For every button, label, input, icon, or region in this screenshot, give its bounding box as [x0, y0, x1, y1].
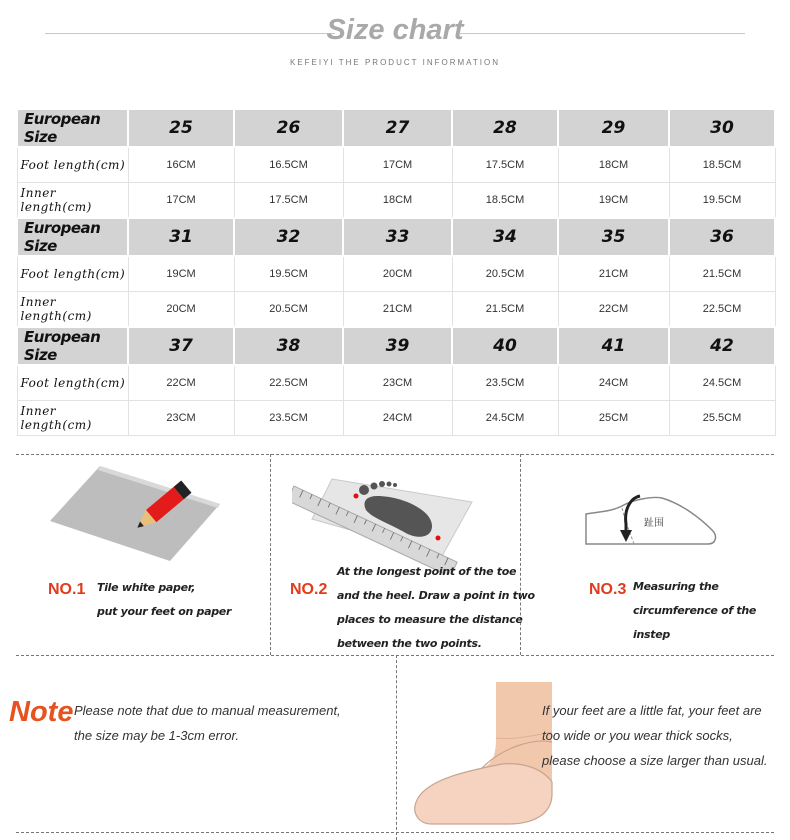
- foot-length-row: [17, 147, 775, 183]
- inner-length-row-cell: 21CM: [343, 292, 452, 328]
- inner-length-row-cell: 22.5CM: [669, 292, 775, 328]
- inner-length-row-cell: 25.5CM: [669, 401, 775, 436]
- inner-length-row-cell: 23.5CM: [234, 401, 343, 436]
- foot-length-row-cell: 16.5CM: [234, 147, 343, 183]
- foot-length-row-cell: 16CM: [128, 147, 234, 183]
- foot-length-row-cell: 24.5CM: [669, 365, 775, 401]
- size-header-row-cell: 39: [343, 327, 452, 365]
- inner-length-row: [17, 183, 775, 219]
- size-header-row-cell: 34: [452, 218, 558, 256]
- inner-length-row-cell: 25CM: [558, 401, 669, 436]
- foot-length-row-label: Foot length(cm): [17, 256, 128, 292]
- foot-length-row-cell: 22CM: [128, 365, 234, 401]
- ruler-footprint-icon: [292, 474, 492, 574]
- inner-length-row-label: Inner length(cm): [17, 401, 128, 436]
- note-text: Please note that due to manual measurement, the size may be 1-3cm error.: [74, 703, 341, 743]
- foot-length-row-cell: 18.5CM: [669, 147, 775, 183]
- size-header-row-label: European Size: [17, 109, 128, 147]
- foot-length-row-cell: 17CM: [343, 147, 452, 183]
- foot-length-row-cell: 17.5CM: [452, 147, 558, 183]
- foot-length-row-cell: 21.5CM: [669, 256, 775, 292]
- size-table: [16, 108, 776, 436]
- size-header-row-label: European Size: [17, 327, 128, 365]
- note-divider: [396, 655, 397, 840]
- inner-length-row-label: Inner length(cm): [17, 292, 128, 328]
- instep-label: 趾围: [644, 518, 664, 529]
- shoe-instep-icon: [582, 480, 722, 552]
- size-header-row-cell: 35: [558, 218, 669, 256]
- size-header-row-cell: 32: [234, 218, 343, 256]
- foot-length-row-cell: 24CM: [558, 365, 669, 401]
- size-header-row-cell: 42: [669, 327, 775, 365]
- foot-length-row-cell: 20CM: [343, 256, 452, 292]
- inner-length-row-cell: 19.5CM: [669, 183, 775, 219]
- inner-length-row-cell: 17CM: [128, 183, 234, 219]
- step-3-number: NO.3: [589, 581, 627, 598]
- foot-length-row-cell: 20.5CM: [452, 256, 558, 292]
- inner-length-row-cell: 18.5CM: [452, 183, 558, 219]
- paper-pencil-icon: [50, 466, 240, 566]
- inner-length-row-cell: 20CM: [128, 292, 234, 328]
- note-tip-text: If your feet are a little fat, your feet are too wide or you wear thick socks, please choose a size larger than usual.: [542, 703, 768, 768]
- foot-length-row: [17, 256, 775, 292]
- size-header-row-cell: 38: [234, 327, 343, 365]
- size-header-row-cell: 25: [128, 109, 234, 147]
- step-1-text: Tile white paper, put your feet on paper: [97, 581, 232, 618]
- steps-top-rule: [16, 454, 774, 455]
- inner-length-row: [17, 292, 775, 328]
- inner-length-row: [17, 401, 775, 436]
- size-header-row-cell: 29: [558, 109, 669, 147]
- size-header-row: [17, 218, 775, 256]
- inner-length-row-cell: 22CM: [558, 292, 669, 328]
- size-header-row-cell: 33: [343, 218, 452, 256]
- note-title: Note: [9, 696, 74, 728]
- foot-length-row-cell: 23.5CM: [452, 365, 558, 401]
- step-2-text: At the longest point of the toe and the heel. Draw a point in two places to measure the distance between the two points.: [337, 565, 535, 650]
- size-header-row-cell: 30: [669, 109, 775, 147]
- inner-length-row-cell: 24CM: [343, 401, 452, 436]
- foot-length-row: [17, 365, 775, 401]
- foot-length-row-cell: 22.5CM: [234, 365, 343, 401]
- size-header-row-cell: 36: [669, 218, 775, 256]
- size-header-row-cell: 28: [452, 109, 558, 147]
- size-header-row-cell: 26: [234, 109, 343, 147]
- size-header-row-cell: 31: [128, 218, 234, 256]
- inner-length-row-label: Inner length(cm): [17, 183, 128, 219]
- size-header-row-label: European Size: [17, 218, 128, 256]
- inner-length-row-cell: 21.5CM: [452, 292, 558, 328]
- foot-length-row-cell: 21CM: [558, 256, 669, 292]
- foot-length-row-cell: 19.5CM: [234, 256, 343, 292]
- step-2-number: NO.2: [290, 581, 328, 598]
- size-header-row-cell: 41: [558, 327, 669, 365]
- page-title: Size chart: [326, 14, 464, 46]
- foot-length-row-cell: 23CM: [343, 365, 452, 401]
- foot-length-row-cell: 19CM: [128, 256, 234, 292]
- size-header-row-cell: 40: [452, 327, 558, 365]
- size-header-row-cell: 27: [343, 109, 452, 147]
- foot-length-row-label: Foot length(cm): [17, 147, 128, 183]
- foot-length-row-cell: 18CM: [558, 147, 669, 183]
- step-1-number: NO.1: [48, 581, 86, 598]
- inner-length-row-cell: 18CM: [343, 183, 452, 219]
- size-header-row-cell: 37: [128, 327, 234, 365]
- size-header-row: [17, 109, 775, 147]
- inner-length-row-cell: 20.5CM: [234, 292, 343, 328]
- inner-length-row-cell: 23CM: [128, 401, 234, 436]
- inner-length-row-cell: 24.5CM: [452, 401, 558, 436]
- step-3-text: Measuring the circumference of the instep: [633, 580, 757, 641]
- inner-length-row-cell: 19CM: [558, 183, 669, 219]
- page-subtitle: KEFEIYI THE PRODUCT INFORMATION: [289, 58, 500, 67]
- note-bottom-rule: [16, 832, 774, 833]
- size-header-row: [17, 327, 775, 365]
- inner-length-row-cell: 17.5CM: [234, 183, 343, 219]
- steps-divider-1: [270, 454, 271, 655]
- foot-length-row-label: Foot length(cm): [17, 365, 128, 401]
